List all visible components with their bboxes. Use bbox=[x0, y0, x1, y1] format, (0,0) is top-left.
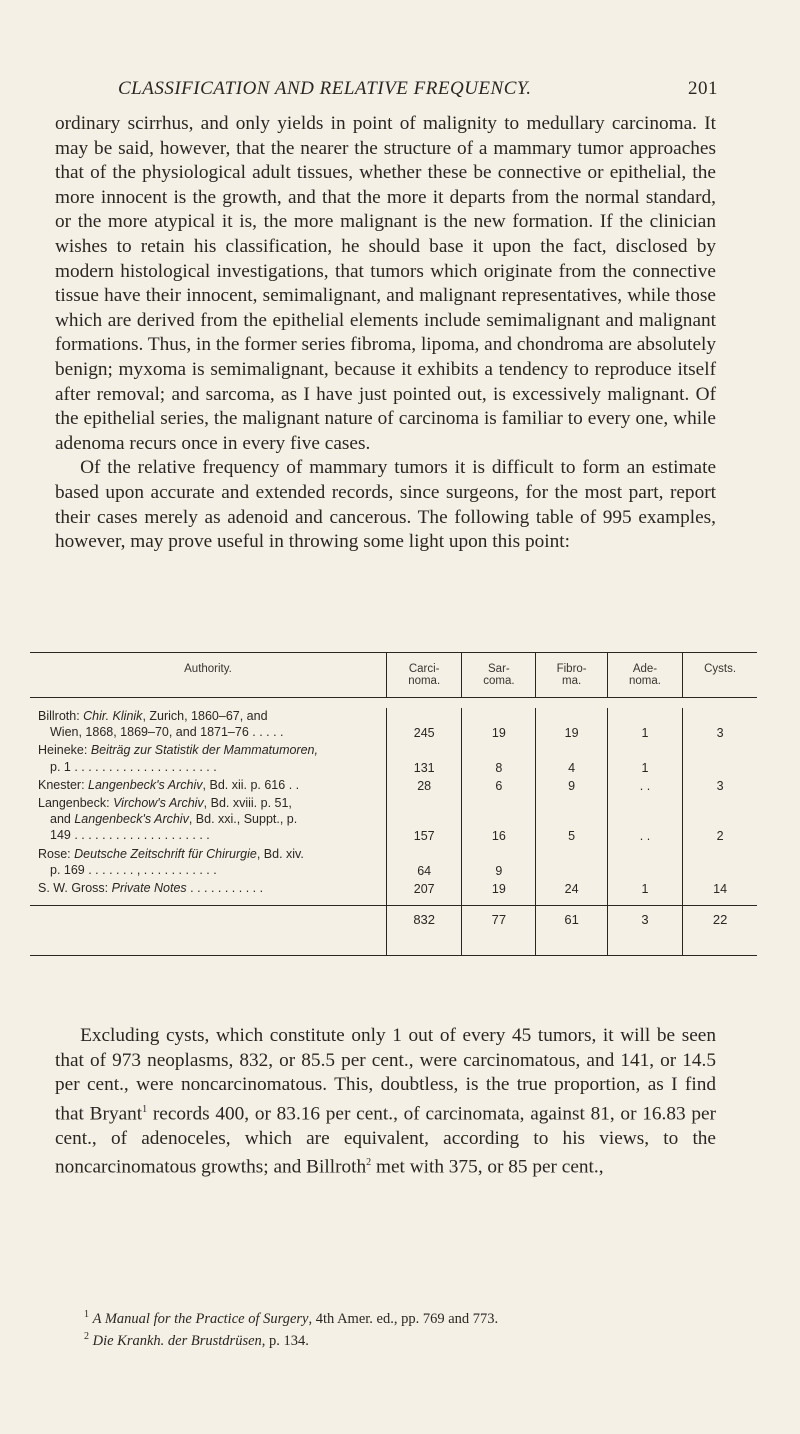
table-row bbox=[30, 846, 757, 880]
paragraph-2: Of the relative frequency of mammary tumors it is difficult to form an estimate based upon accurate and extended records, since surgeons, for the most part, report their cases merely as adenoid and cancerous. The following table of 995 examples, however, may prove useful in throwing some light upon this point: bbox=[55, 457, 716, 553]
value-fibroma: 5 bbox=[568, 829, 576, 844]
table-row bbox=[30, 880, 757, 906]
value-carcinoma: 207 bbox=[413, 881, 435, 896]
header-authority: Authority. bbox=[184, 663, 232, 675]
value-fibroma: 19 bbox=[564, 726, 579, 741]
header-carcinoma: Carci- noma. bbox=[387, 653, 462, 698]
table-row bbox=[30, 742, 757, 776]
value-sarcoma: 9 bbox=[495, 863, 503, 878]
value-fibroma: 9 bbox=[568, 778, 576, 793]
value-adenoma bbox=[609, 863, 681, 879]
header-sarcoma: Sar- coma. bbox=[462, 653, 536, 698]
value-sarcoma: 16 bbox=[491, 829, 506, 844]
value-sarcoma: 19 bbox=[491, 881, 506, 896]
value-carcinoma: 157 bbox=[413, 829, 435, 844]
authority-cell: S. W. Gross: Private Notes . . . . . . . . . . . bbox=[38, 880, 264, 895]
footnote-ref-2: 2 bbox=[366, 1157, 372, 1169]
table-header-row bbox=[30, 653, 757, 698]
value-adenoma: 1 bbox=[641, 881, 649, 896]
value-adenoma: . . bbox=[639, 829, 651, 844]
value-cysts bbox=[684, 863, 756, 879]
paragraph-3: Excluding cysts, which constitute only 1 out of every 45 tumors, it will be seen that of 973 neoplasms, 832, or 85.5 per cent., were carcinomatous, and 141, or 14.5 per cent., were noncarcinomatous. This, doubtless, is the true proportion, as I find that Bryant$^1$ records 400, or 83.16 per cent., of carcinomata, against 81, or 16.83 per cent., of adenoceles, which are equivalent, according to his views, to the noncarcinomatous growths; and Billroth$^2$ met with 375, or 85 per cent., bbox=[55, 1025, 716, 1178]
value-carcinoma: 64 bbox=[417, 863, 432, 878]
authority-cell: Knester: Langenbeck's Archiv, Bd. xii. p. 616 . . bbox=[38, 777, 300, 792]
value-carcinoma: 245 bbox=[413, 726, 435, 741]
value-adenoma: 1 bbox=[641, 726, 649, 741]
data-table bbox=[30, 652, 757, 956]
header-adenoma: Ade- noma. bbox=[607, 653, 682, 698]
tumor-frequency-table bbox=[30, 652, 757, 956]
value-fibroma bbox=[537, 863, 605, 879]
paragraph-1: ordinary scirrhus, and only yields in point of malignity to medullary carcinoma. It may be said, however, that the nearer the structure of a mammary tumor approaches that of the physiological adult tissues, whether these be connective or epithelial, the more innocent is the growth, and that the more it departs from the normal standard, or the more atypical it is, the more malignant is the new formation. If the clinician wishes to retain his classification, he should base it upon the fact, disclosed by modern histological investigations, that tumors which originate from the connective tissue have their innocent, semimalignant, and malignant representatives, while those which are derived from the epithelial elements include semimalignant and malignant formations. Thus, in the former series fibroma, lipoma, and chondroma are absolutely benign; myxoma is semimalignant, because it exhibits a tendency to reproduce itself after removal; and sarcoma, as I have just pointed out, is excessively malignant. Of the epithelial series, the malignant nature of carcinoma is familiar to every one, while adenoma recurs once in every five cases. bbox=[55, 113, 716, 454]
table-row bbox=[30, 777, 757, 795]
value-carcinoma: 131 bbox=[413, 760, 435, 775]
authority-cell: Rose: Deutsche Zeitschrift für Chirurgie, Bd. xiv. p. 169 . . . . . . . , . . . . . . . . . . . bbox=[38, 846, 304, 877]
total-adenoma: 3 bbox=[607, 906, 682, 956]
authority-cell: Heineke: Beiträg zur Statistik der Mammatumoren, p. 1 . . . . . . . . . . . . . . . . . . . . . bbox=[38, 743, 318, 774]
total-carcinoma: 832 bbox=[387, 906, 462, 956]
value-carcinoma: 28 bbox=[417, 778, 432, 793]
footnotes bbox=[84, 1306, 716, 1351]
table-row bbox=[30, 795, 757, 846]
footnote-1: $^1$ A Manual for the Practice of Surgery, 4th Amer. ed., pp. 769 and 773. bbox=[84, 1309, 499, 1327]
running-header bbox=[118, 78, 718, 100]
table-row bbox=[30, 708, 757, 742]
footnote-2: $^2$ Die Krankh. der Brustdrüsen, p. 134. bbox=[84, 1331, 309, 1350]
value-sarcoma: 6 bbox=[495, 778, 503, 793]
authority-cell: Langenbeck: Virchow's Archiv, Bd. xviii. p. 51, and Langenbeck's Archiv, Bd. xxi., Suppt., p. 149 . . . . . . . . . . . . . . . . . . . . bbox=[38, 795, 298, 843]
value-adenoma: 1 bbox=[641, 760, 649, 775]
value-cysts: 3 bbox=[716, 778, 724, 793]
totals-row bbox=[30, 906, 757, 956]
header-fibroma: Fibro- ma. bbox=[536, 653, 607, 698]
body-text bbox=[55, 112, 716, 555]
page-number: 201 bbox=[688, 78, 718, 99]
value-fibroma: 4 bbox=[568, 760, 576, 775]
total-sarcoma: 77 bbox=[462, 906, 536, 956]
value-cysts: 2 bbox=[716, 829, 724, 844]
after-table-text bbox=[55, 1024, 716, 1180]
value-cysts: 3 bbox=[716, 726, 724, 741]
value-sarcoma: 19 bbox=[491, 726, 506, 741]
header-cysts: Cysts. bbox=[683, 653, 757, 698]
value-cysts bbox=[684, 760, 756, 776]
value-sarcoma: 8 bbox=[495, 760, 503, 775]
value-adenoma: . . bbox=[639, 778, 651, 793]
total-fibroma: 61 bbox=[536, 906, 607, 956]
authority-cell: Billroth: Chir. Klinik, Zurich, 1860–67, and Wien, 1868, 1869–70, and 1871–76 . . . . . bbox=[38, 709, 284, 740]
footnote-ref-1: 1 bbox=[142, 1103, 148, 1115]
total-cysts: 22 bbox=[683, 906, 757, 956]
value-fibroma: 24 bbox=[564, 881, 579, 896]
value-cysts: 14 bbox=[713, 881, 728, 896]
running-title: CLASSIFICATION AND RELATIVE FREQUENCY. bbox=[118, 78, 532, 99]
